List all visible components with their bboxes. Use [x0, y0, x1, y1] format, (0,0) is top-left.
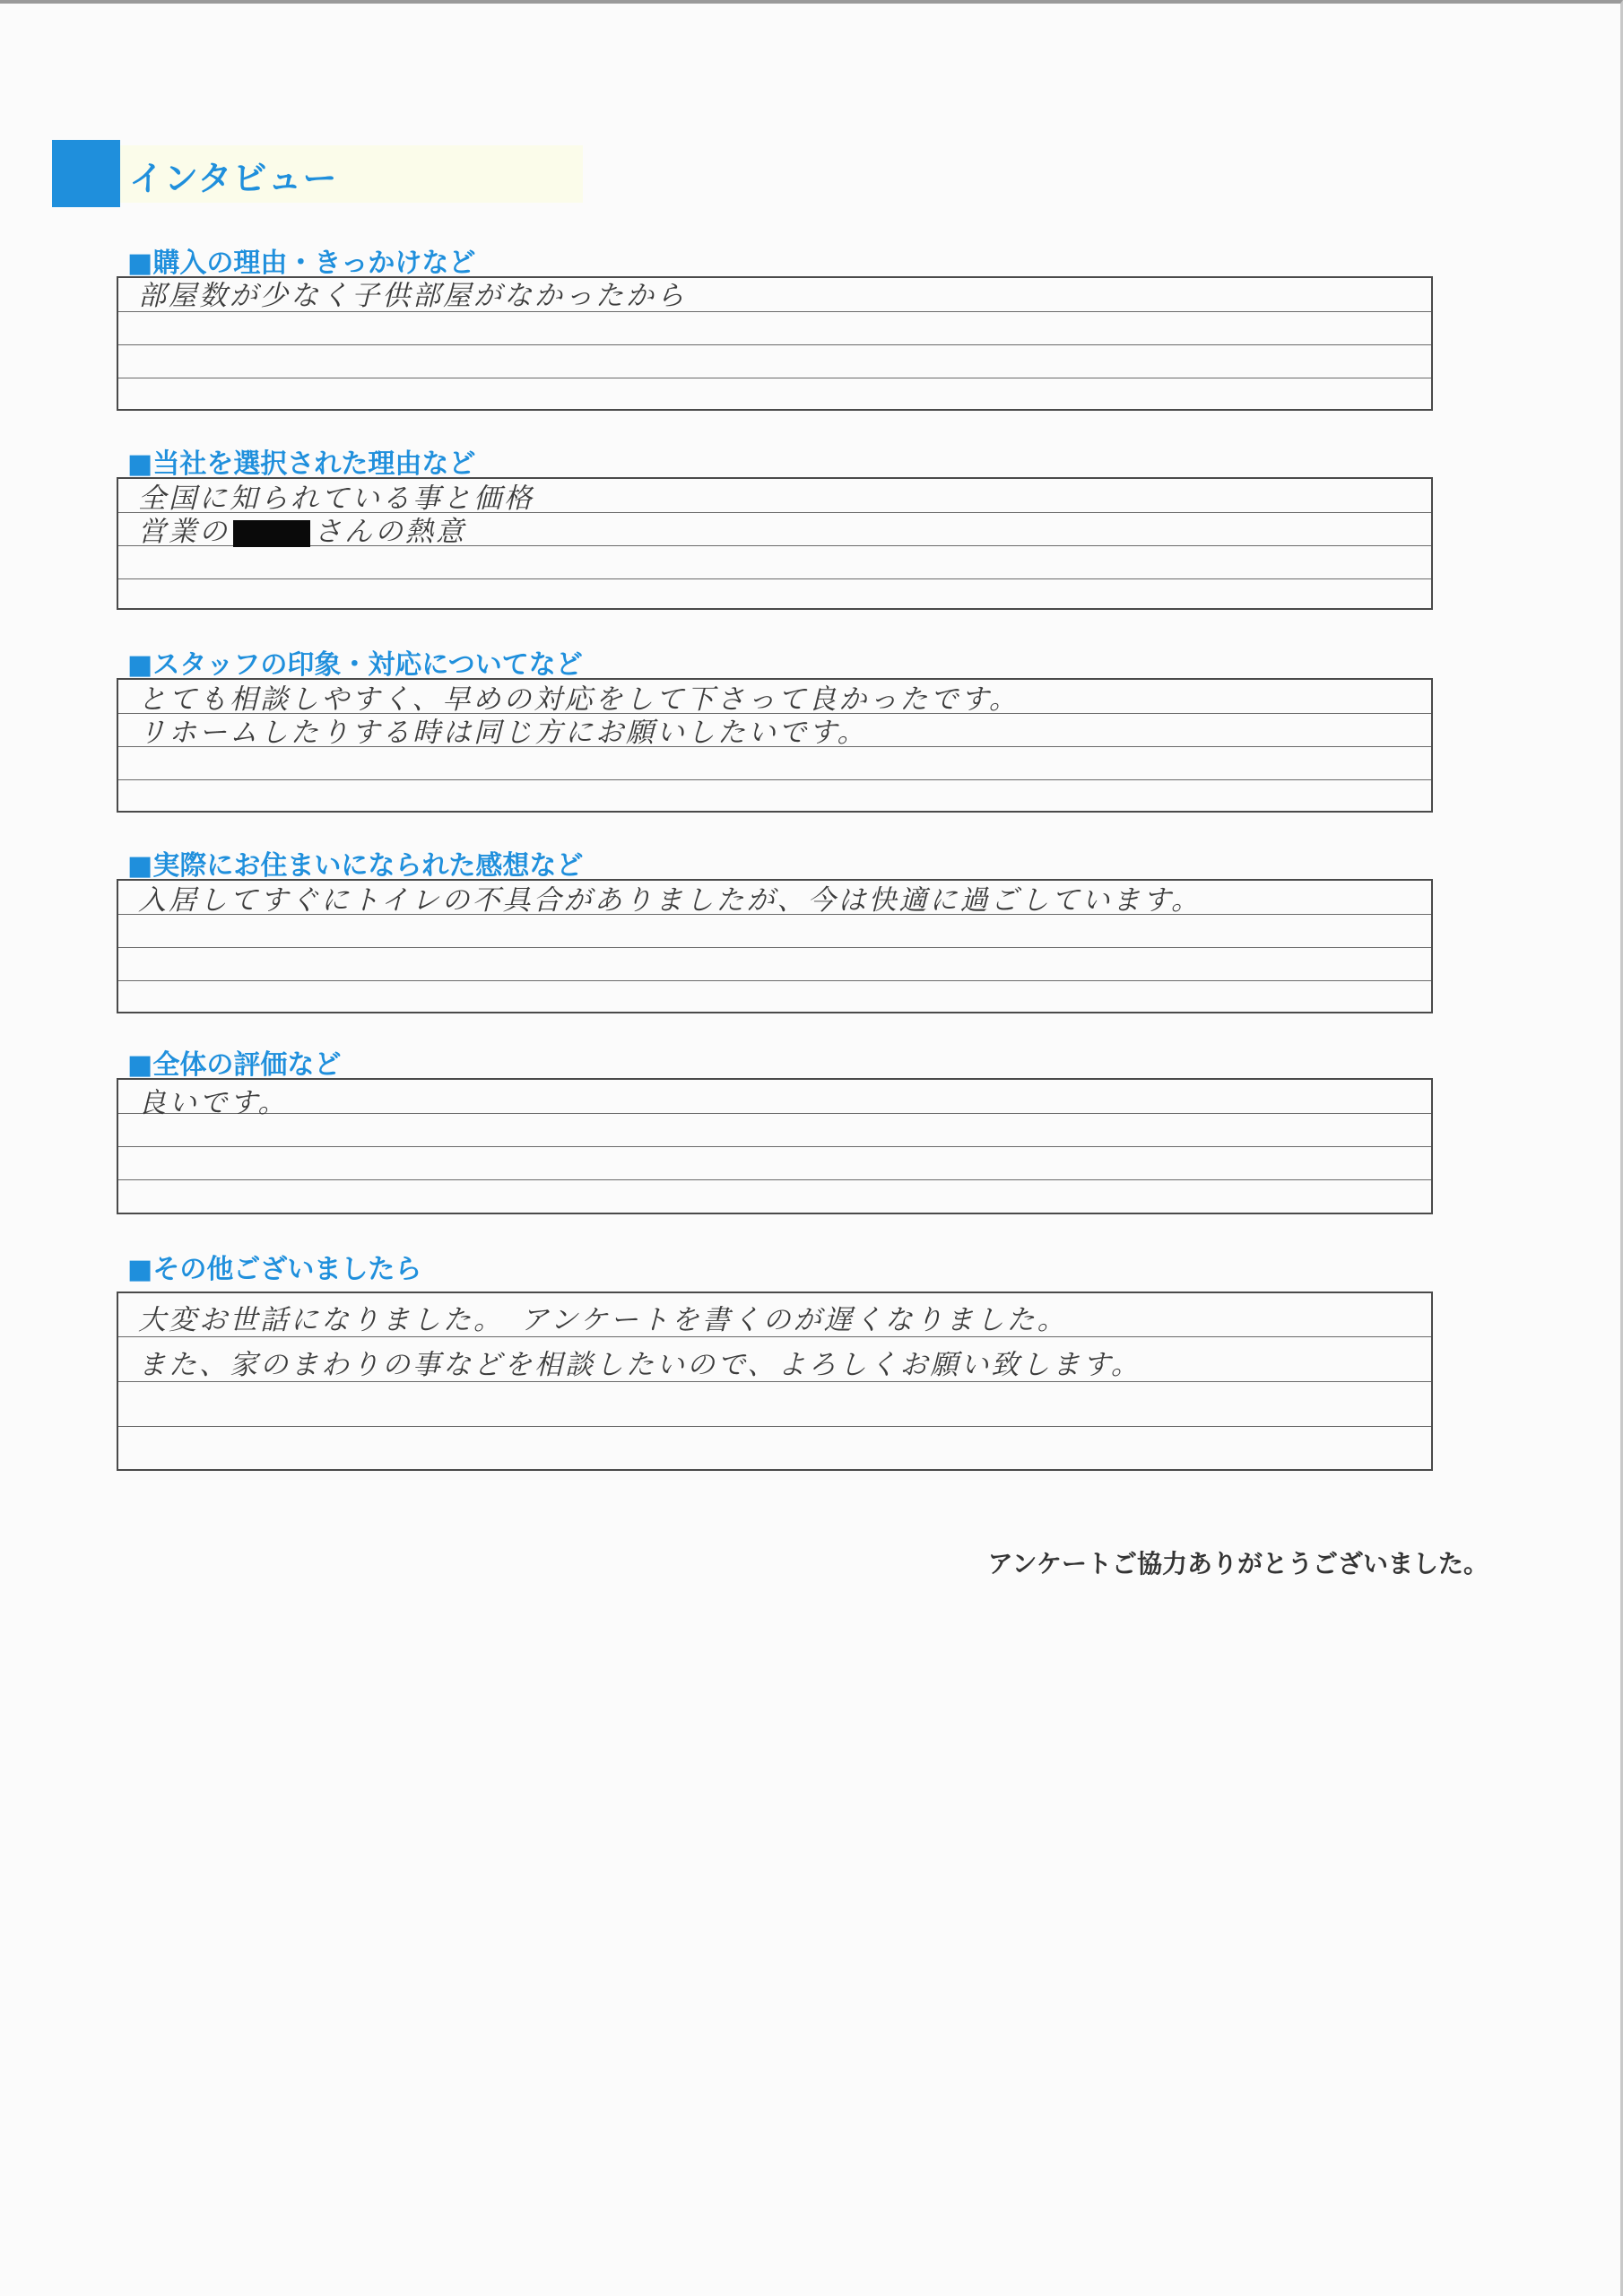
page-title: インタビュー [129, 159, 338, 198]
ruled-line [118, 1179, 1431, 1180]
ruled-line [118, 1146, 1431, 1147]
answer-box [117, 276, 1433, 411]
handwritten-answer: 良いです。 [138, 1087, 289, 1119]
section-heading: ■その他ございましたら [127, 1254, 422, 1285]
ruled-line [118, 779, 1431, 780]
handwritten-answer: リホームしたりする時は同じ方にお願いしたいです。 [138, 717, 868, 749]
ruled-line [118, 344, 1431, 345]
handwritten-text: 営業の [138, 516, 230, 548]
section-heading: ■当社を選択された理由など [127, 448, 476, 480]
answer-box [117, 1078, 1433, 1214]
ruled-line [118, 980, 1431, 981]
handwritten-answer: とても相談しやすく、早めの対応をして下さって良かったです。 [138, 683, 1020, 716]
interview-header [52, 140, 531, 207]
answer-box [117, 678, 1433, 813]
header-accent-square [52, 140, 120, 207]
section-heading: ■全体の評価など [127, 1049, 342, 1081]
redaction-bar [233, 520, 310, 547]
closing-message: アンケートご協力ありがとうございました。 [987, 1549, 1488, 1578]
handwritten-text: さんの熱意 [314, 516, 466, 548]
ruled-line [118, 1113, 1431, 1114]
answer-box [117, 1292, 1433, 1471]
ruled-line [118, 1426, 1431, 1427]
handwritten-answer: 全国に知られている事と価格 [138, 483, 534, 515]
handwritten-answer: 入居してすぐにトイレの不具合がありましたが、今は快適に過ごしています。 [138, 884, 1202, 917]
handwritten-answer: また、家のまわりの事などを相談したいので、よろしくお願い致します。 [138, 1349, 1141, 1381]
section-heading: ■購入の理由・きっかけなど [127, 248, 476, 279]
ruled-line [118, 947, 1431, 948]
handwritten-answer: 大変お世話になりました。 アンケートを書くのが遅くなりました。 [138, 1304, 1068, 1336]
ruled-line [118, 578, 1431, 579]
answer-box [117, 477, 1433, 610]
handwritten-answer-line [138, 509, 466, 549]
section-heading: ■実際にお住まいになられた感想など [127, 850, 584, 882]
section-heading: ■スタッフの印象・対応についてなど [127, 649, 583, 681]
answer-box [117, 879, 1433, 1013]
handwritten-answer: 部屋数が少なく子供部屋がなかったから [138, 280, 687, 312]
